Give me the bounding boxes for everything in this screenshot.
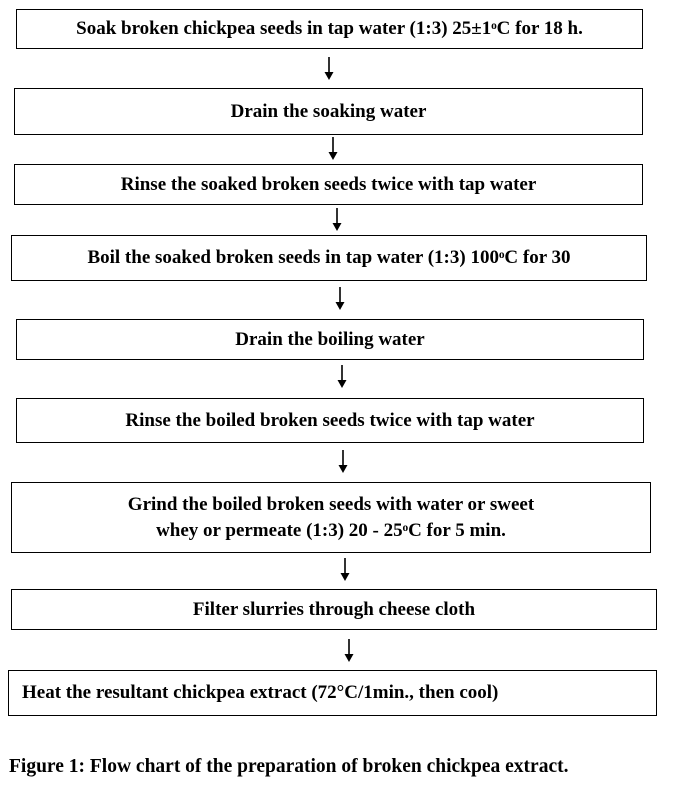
step-drain-boiling-label: Drain the boiling water (235, 328, 425, 350)
arrow-down-icon (323, 57, 335, 81)
step-grind-line-2: whey or permeate (1:3) 20 - 25ᵒC for 5 min. (156, 519, 506, 541)
arrow-down-icon (343, 639, 355, 663)
step-filter-label: Filter slurries through cheese cloth (192, 598, 476, 620)
step-grind (11, 482, 651, 553)
step-drain-soaking (14, 88, 643, 135)
arrow-down-icon (327, 137, 339, 161)
step-boil-label: Boil the soaked broken seeds in tap water (1:3) 100ᵒC for 30 (87, 247, 571, 269)
arrow-down-icon (336, 365, 348, 389)
step-grind-label (128, 492, 534, 543)
step-drain-soaking-label: Drain the soaking water (230, 100, 427, 122)
step-rinse-soaked-label: Rinse the soaked broken seeds twice with tap water (120, 173, 537, 195)
arrow-down-icon (339, 558, 351, 582)
arrow-down-icon (331, 208, 343, 232)
arrow-down-icon (334, 287, 346, 311)
step-boil (11, 235, 647, 281)
figure-caption: Figure 1: Flow chart of the preparation of broken chickpea extract. (9, 756, 569, 777)
step-drain-boiling (16, 319, 644, 360)
step-rinse-boiled-label: Rinse the boiled broken seeds twice with tap water (125, 409, 535, 431)
arrow-down-icon (337, 450, 349, 474)
step-heat (8, 670, 657, 716)
step-heat-label: Heat the resultant chickpea extract (72°C/1min., then cool) (22, 682, 499, 704)
step-rinse-boiled (16, 398, 644, 443)
step-rinse-soaked (14, 164, 643, 205)
step-filter (11, 589, 657, 630)
step-soak (16, 9, 643, 49)
step-grind-line-1: Grind the boiled broken seeds with water or sweet (127, 493, 535, 515)
step-soak-label: Soak broken chickpea seeds in tap water (1:3) 25±1ᵒC for 18 h. (76, 18, 583, 40)
